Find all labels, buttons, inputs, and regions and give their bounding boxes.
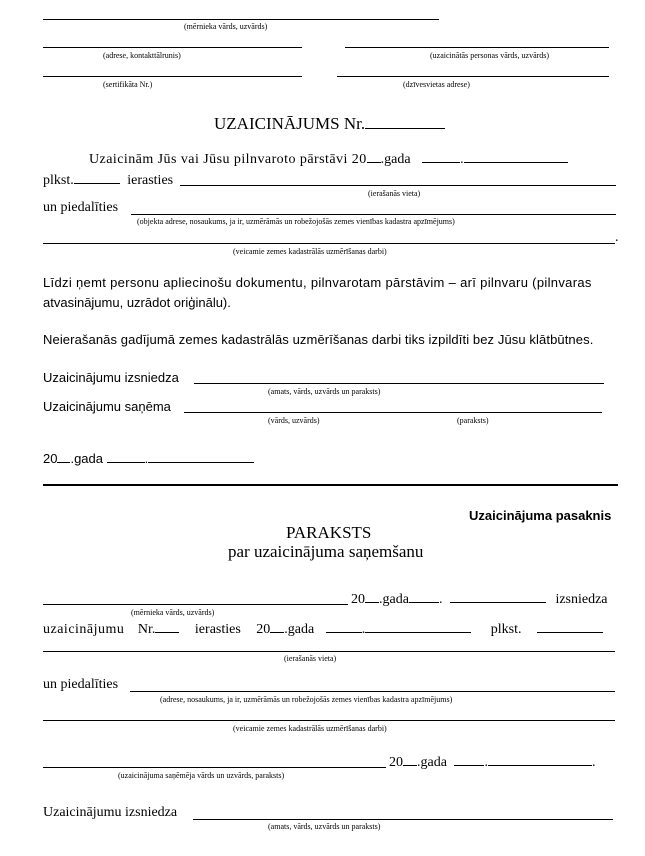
stub-object-caption: (adrese, nosaukums, ja ir, uzmērāmās un robežojošās zemes vienības kadastra apzīmējums)	[160, 695, 453, 704]
stub-line1-dot: .	[438, 592, 443, 607]
date-gada: .gada	[70, 451, 104, 466]
stub-works-caption: (veicamie zemes kadastrālās uzmērīšanas darbi)	[233, 724, 387, 733]
invitation-para1-text: Uzaicinām Jūs vai Jūsu pilnvaroto pārstāvi 20	[89, 152, 367, 167]
object-line[interactable]	[131, 214, 616, 215]
stub-works-line[interactable]	[43, 720, 615, 721]
stub-line2-month-field[interactable]	[365, 620, 471, 633]
works-line[interactable]	[43, 243, 615, 244]
surveyor-name-line[interactable]	[43, 19, 439, 20]
dot-label: .	[460, 152, 464, 167]
stub-line2-gada: .gada	[284, 622, 315, 637]
invitation-number-field[interactable]	[365, 116, 445, 129]
stub-issued-caption: (amats, vārds, uzvārds un paraksts)	[268, 822, 381, 831]
stub-line2-day-field[interactable]	[326, 620, 362, 633]
works-caption: (veicamie zemes kadastrālās uzmērīšanas darbi)	[233, 247, 387, 256]
invitation-date	[43, 450, 254, 466]
date-prefix: 20	[43, 451, 58, 466]
works-end-dot: .	[615, 230, 619, 245]
month-field[interactable]	[464, 150, 568, 163]
stub-recipient-20: 20	[389, 755, 403, 770]
received-line[interactable]	[184, 412, 602, 413]
gada-label: .gada	[380, 152, 411, 167]
stub-number-field[interactable]	[155, 620, 179, 633]
date-day-field[interactable]	[107, 450, 145, 463]
residence-caption: (dzīvesvietas adrese)	[403, 80, 470, 89]
stub-recipient-gada: .gada	[417, 755, 447, 770]
bring-documents-line2: atvasinājumu, uzrādot oriģinālu).	[43, 295, 231, 310]
date-month-field[interactable]	[148, 450, 254, 463]
invitee-name-line[interactable]	[345, 47, 609, 48]
stub-heading: Uzaicinājuma pasaknis	[469, 508, 612, 523]
received-label: Uzaicinājumu saņēma	[43, 399, 171, 414]
invitee-name-caption: (uzaicinātās personas vārds, uzvārds)	[430, 51, 550, 60]
stub-title: PARAKSTS	[286, 523, 372, 542]
stub-arrival-line[interactable]	[43, 651, 615, 652]
stub-line2-dot: .	[361, 622, 366, 637]
residence-line[interactable]	[337, 76, 609, 77]
issued-line[interactable]	[194, 383, 604, 384]
stub-line1-month-field[interactable]	[450, 590, 546, 603]
time-field[interactable]	[74, 171, 120, 184]
stub-recipient-year-field[interactable]	[403, 753, 417, 766]
stub-issued-line[interactable]	[193, 819, 613, 820]
stub-recipient-line[interactable]	[43, 767, 386, 768]
certificate-line[interactable]	[43, 76, 302, 77]
stub-line2-20: 20	[256, 622, 271, 637]
stub-surveyor-line[interactable]	[43, 604, 348, 605]
stub-line2	[43, 620, 618, 638]
ierasties-label: ierasties	[127, 173, 174, 188]
bring-documents-line1: Līdzi ņemt personu apliecinošu dokumentu, pilnvarotam pārstāvim – arī pilnvaru (pilnvaras	[43, 275, 592, 290]
year-field[interactable]	[367, 150, 381, 163]
address-line[interactable]	[43, 47, 302, 48]
stub-recipient-dot1: .	[484, 755, 488, 770]
stub-object-line[interactable]	[130, 691, 615, 692]
stub-line1-20: 20	[351, 592, 365, 607]
issued-label: Uzaicinājumu izsniedza	[43, 370, 179, 385]
absence-notice: Neierašanās gadījumā zemes kadastrālās uzmērīšanas darbi tiks izpildīti bez Jūsu klātbūtnes.	[43, 332, 594, 347]
stub-line2-nr: Nr.	[137, 622, 156, 637]
arrival-place-caption: (ierašanās vieta)	[368, 189, 421, 198]
object-caption: (objekta adrese, nosaukums, ja ir, uzmērāmās un robežojošās zemes vienības kadastra apzīmējums)	[137, 217, 455, 226]
plkst-label: plkst.	[43, 173, 74, 188]
received-name-caption: (vārds, uzvārds)	[268, 416, 320, 425]
plkst-row	[43, 171, 173, 189]
day-field[interactable]	[422, 150, 460, 163]
invitation-title	[214, 114, 445, 134]
date-year-field[interactable]	[57, 450, 70, 463]
stub-line1	[351, 590, 608, 608]
stub-line2-ierasties: ierasties	[194, 622, 241, 637]
address-caption: (adrese, kontakttālrunis)	[103, 51, 181, 60]
received-sign-caption: (paraksts)	[457, 416, 489, 425]
stub-line1-end: izsniedza	[555, 592, 608, 607]
stub-recipient-caption: (uzaicinājuma saņēmēja vārds un uzvārds, paraksts)	[118, 771, 285, 780]
stub-surveyor-caption: (mērnieka vārds, uzvārds)	[131, 608, 215, 617]
stub-issued-label: Uzaicinājumu izsniedza	[43, 805, 178, 820]
invitation-title-text: UZAICINĀJUMS Nr.	[214, 114, 366, 133]
stub-time-field[interactable]	[537, 620, 603, 633]
stub-line2-plkst: plkst.	[490, 622, 522, 637]
stub-line2-text: uzaicinājumu	[43, 622, 125, 637]
stub-recipient-dot2: .	[591, 755, 596, 770]
stub-line1-gada: .gada	[379, 592, 409, 607]
stub-recipient-date	[389, 753, 595, 771]
stub-line1-year-field[interactable]	[365, 590, 379, 603]
date-dot: .	[144, 451, 149, 466]
issued-caption: (amats, vārds, uzvārds un paraksts)	[268, 387, 381, 396]
surveyor-name-caption: (mērnieka vārds, uzvārds)	[184, 22, 268, 31]
stub-line1-day-field[interactable]	[409, 590, 439, 603]
cut-line-divider	[43, 484, 618, 486]
stub-arrival-caption: (ierašanās vieta)	[284, 654, 337, 663]
stub-piedalities-label: un piedalīties	[43, 677, 119, 692]
stub-recipient-day-field[interactable]	[454, 753, 484, 766]
piedalities-label: un piedalīties	[43, 200, 119, 215]
stub-recipient-month-field[interactable]	[488, 753, 592, 766]
stub-line2-year-field[interactable]	[270, 620, 284, 633]
arrival-place-line[interactable]	[180, 185, 616, 186]
invitation-para1	[89, 150, 568, 168]
stub-subtitle: par uzaicinājuma saņemšanu	[228, 542, 424, 561]
certificate-caption: (sertifikāta Nr.)	[103, 80, 153, 89]
